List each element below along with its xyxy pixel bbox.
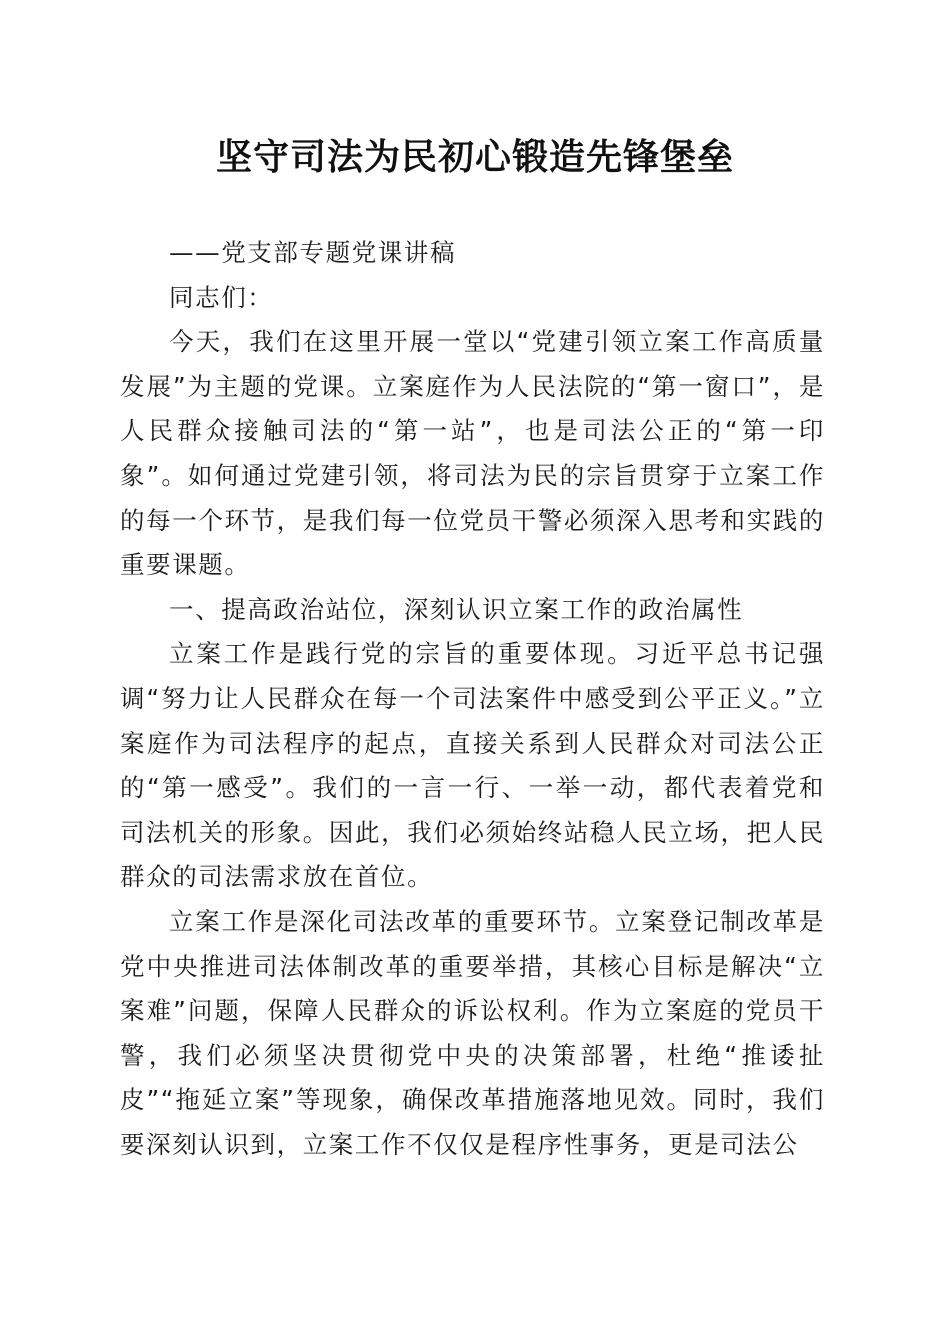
paragraph-1: 立案工作是践行党的宗旨的重要体现。习近平总书记强调“努力让人民群众在每一个司法案件中感受到公平正义。”立案庭作为司法程序的起点，直接关系到人民群众对司法公正的“第一感受”。我们的一言一行、一举一动，都代表着党和司法机关的形象。因此，我们必须始终站稳人民立场，把人民群众的司法需求放在首位。 <box>120 639 825 892</box>
document-body <box>120 231 825 1167</box>
section-heading-1: 一、提高政治站位，深刻认识立案工作的政治属性 <box>169 594 744 624</box>
salutation: 同志们： <box>169 282 274 312</box>
paragraph-intro: 今天，我们在这里开展一堂以“党建引领立案工作高质量发展”为主题的党课。立案庭作为人民法院的“第一窗口”，是人民群众接触司法的“第一站”，也是司法公正的“第一印象”。如何通过党建引领，将司法为民的宗旨贯穿于立案工作的每一个环节，是我们每一位党员干警必须深入思考和实践的重要课题。 <box>120 327 825 580</box>
subtitle: ——党支部专题党课讲稿 <box>169 238 457 267</box>
document-title: 坚守司法为民初心锻造先锋堡垒 <box>215 136 734 178</box>
paragraph-2: 立案工作是深化司法改革的重要环节。立案登记制改革是党中央推进司法体制改革的重要举措，其核心目标是解决“立案难”问题，保障人民群众的诉讼权利。作为立案庭的党员干警，我们必须坚决贯彻党中央的决策部署，杜绝“推诿扯皮”“拖延立案”等现象，确保改革措施落地见效。同时，我们要深刻认识到，立案工作不仅仅是程序性事务，更是司法公 <box>120 906 825 1159</box>
